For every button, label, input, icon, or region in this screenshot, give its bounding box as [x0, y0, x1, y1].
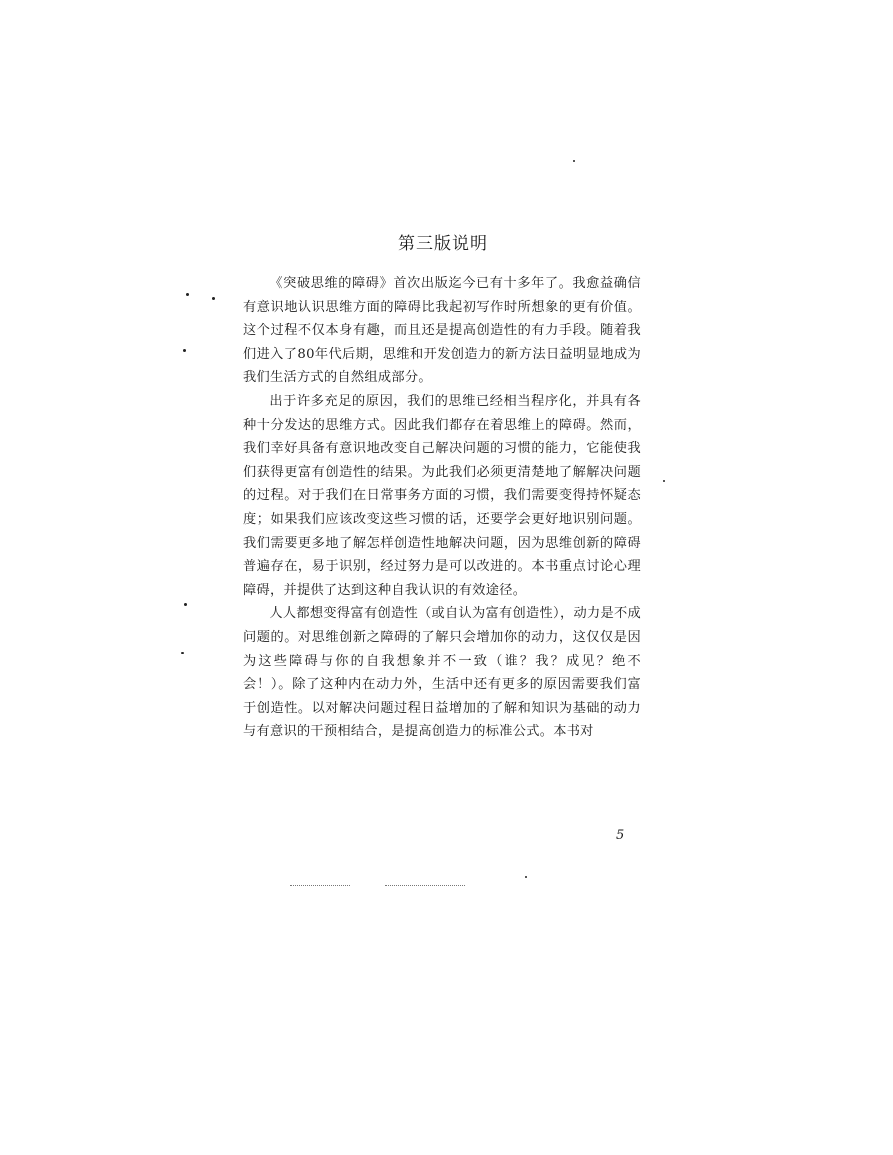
- scan-speck: [186, 293, 189, 296]
- scan-noise: [290, 885, 350, 887]
- scan-noise: [385, 885, 465, 887]
- scan-speck: [525, 876, 527, 878]
- scan-speck: [212, 297, 215, 300]
- page-number: 5: [616, 828, 625, 843]
- paragraph-3: 人人都想变得富有创造性（或自认为富有创造性），动力是不成问题的。对思维创新之障碍的了解只会增加你的动力，这仅仅是因为这些障碍与你的自我想象并不一致（谁？我？成见？绝不会！）。除了这种内在动力外，生活中还有更多的原因需要我们富于创造性。以对解决问题过程日益增加的了解和知识为基础的动力与有意识的干预相结合，是提高创造力的标准公式。本书对: [243, 606, 641, 740]
- page-title: 第三版说明: [398, 234, 488, 254]
- scan-speck: [183, 349, 186, 352]
- paragraph-2: 出于许多充足的原因，我们的思维已经相当程序化，并具有各种十分发达的思维方式。因此我们都存在着思维上的障碍。然而，我们幸好具备有意识地改变自己解决问题的习惯的能力，它能使我们获得更富有创造性的结果。为此我们必须更清楚地了解解决问题的过程。对于我们在日常事务方面的习惯，我们需要变得持怀疑态度；如果我们应该改变这些习惯的话，还要学会更好地识别问题。我们需要更多地了解怎样创造性地解决问题，因为思维创新的障碍普遍存在，易于识别，经过努力是可以改进的。本书重点讨论心理障碍，并提供了达到这种自我认识的有效途径。: [243, 393, 641, 598]
- scan-speck: [663, 480, 665, 482]
- scan-speck: [573, 160, 575, 162]
- body-text: [243, 272, 641, 744]
- scan-speck: [181, 652, 184, 654]
- scan-speck: [184, 603, 187, 606]
- paragraph-1: 《突破思维的障碍》首次出版迄今已有十多年了。我愈益确信有意识地认识思维方面的障碍比我起初写作时所想象的更有价值。这个过程不仅本身有趣，而且还是提高创造性的有力手段。随着我们进入了80年代后期，思维和开发创造力的新方法日益明显地成为我们生活方式的自然组成部分。: [243, 276, 641, 386]
